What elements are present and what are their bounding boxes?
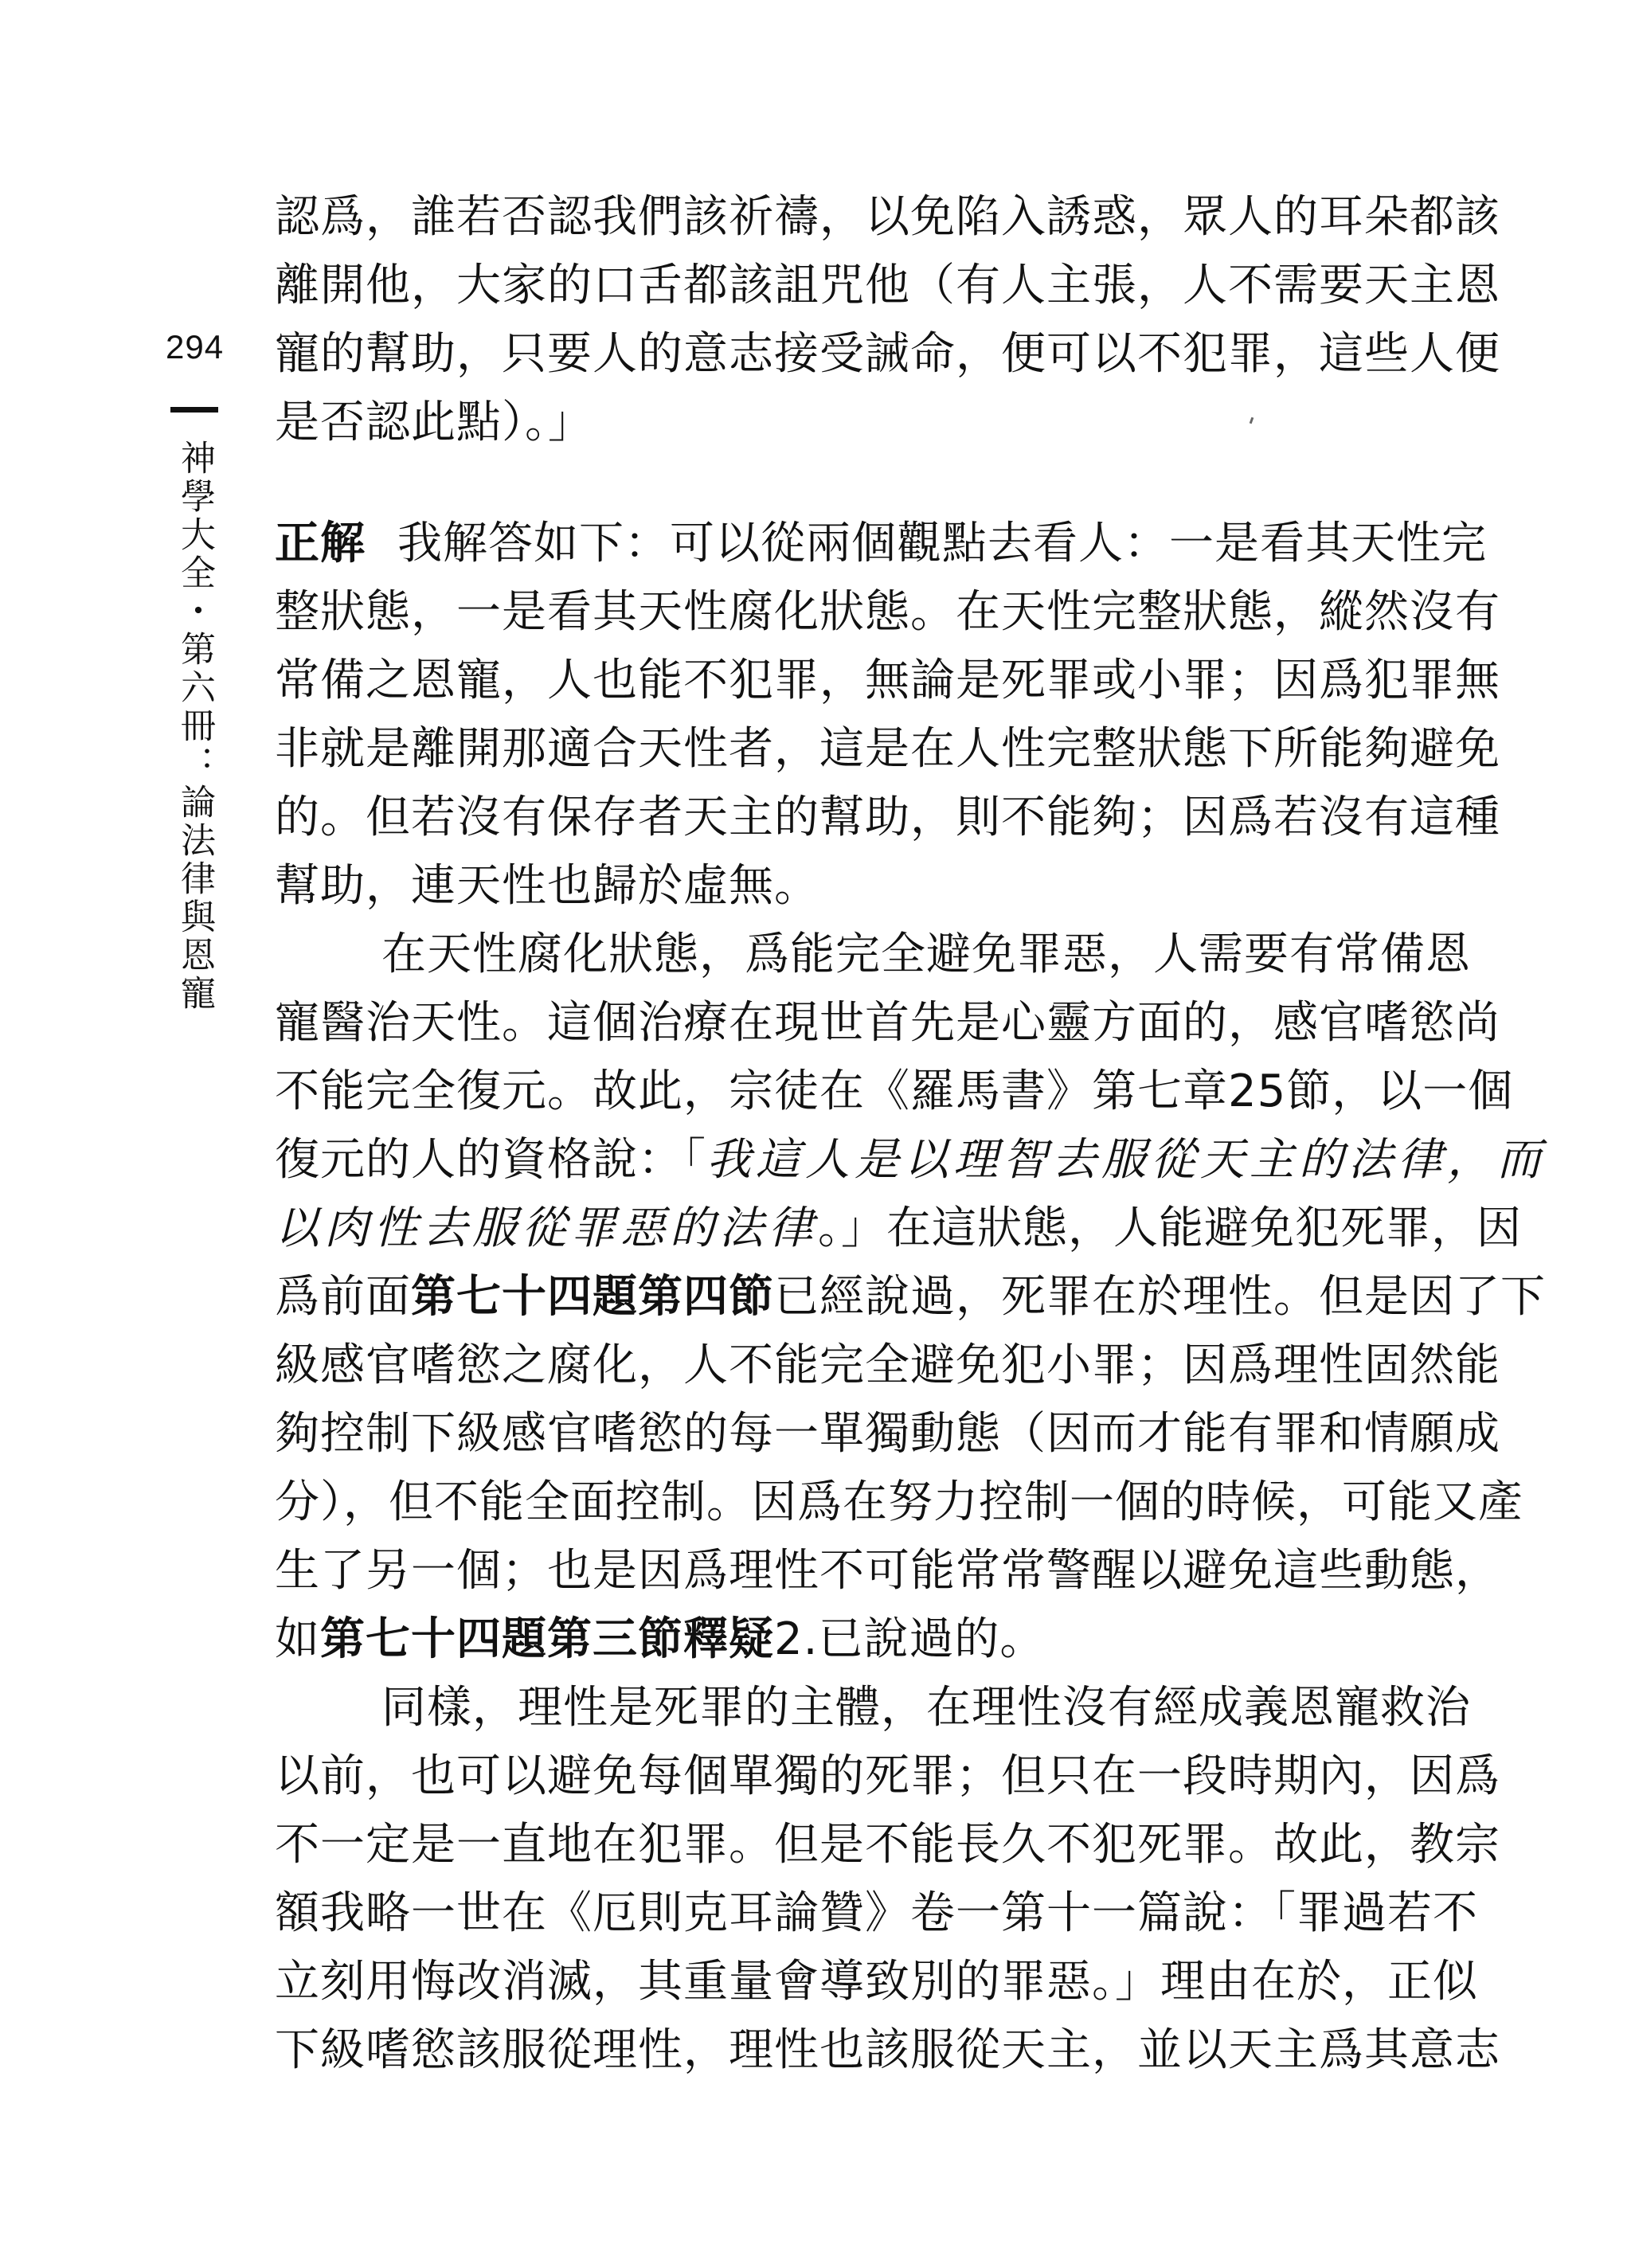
text-line: 分），但不能全面控制。因爲在努力控制一個的時候，可能又產	[275, 1476, 1523, 1528]
scripture-quote: 我這人是以理智去服從天主的法律，而	[706, 1134, 1546, 1186]
text-line: 整狀態，一是看其天性腐化狀態。在天性完整狀態，縱然沒有	[275, 586, 1500, 638]
text-line	[275, 510, 1487, 578]
text-line: 不一定是一直地在犯罪。但是不能長久不犯死罪。故此，教宗	[275, 1819, 1500, 1871]
text-span: 爲前面	[275, 1271, 411, 1323]
scripture-quote: 以肉性去服從罪惡的法律	[275, 1202, 818, 1254]
text-line: 級感官嗜慾之腐化，人不能完全避免犯小罪；因爲理性固然能	[275, 1339, 1500, 1391]
margin-rule	[170, 407, 218, 413]
paragraph-4	[275, 1674, 1500, 2085]
text-span: 如	[275, 1613, 320, 1665]
text-line: 常備之恩寵，人也能不犯罪，無論是死罪或小罪；因爲犯罪無	[275, 655, 1500, 706]
page-number: 294	[166, 328, 225, 366]
section-label: 正解	[275, 518, 366, 569]
text-line: 在天性腐化狀態，爲能完全避免罪惡，人需要有常備恩	[381, 929, 1471, 980]
text-line: 寵醫治天性。這個治療在現世首先是心靈方面的，感官嗜慾尚	[275, 997, 1500, 1049]
text-line: 同樣，理性是死罪的主體，在理性沒有經成義恩寵救治	[381, 1682, 1471, 1734]
text-line: 幫助，連天性也歸於虛無。	[275, 860, 819, 912]
text-line: 離開他，大家的口舌都該詛咒他（有人主張，人不需要天主恩	[275, 260, 1500, 311]
cross-reference: 第七十四題第四節	[411, 1271, 774, 1323]
text-span: 復元的人的資格說：「	[275, 1134, 706, 1186]
text-line: 認爲，誰若否認我們該祈禱，以免陷入誘惑，眾人的耳朵都該	[275, 191, 1500, 243]
text-line: 不能完全復元。故此，宗徒在《羅馬書》第七章25節，以一個	[275, 1066, 1514, 1117]
text-line	[275, 1263, 1546, 1331]
text-line: 額我略一世在《厄則克耳論贊》卷一第十一篇說：「罪過若不	[275, 1887, 1478, 1939]
text-line	[275, 1195, 1522, 1263]
text-line: 是否認此點）。」	[275, 397, 593, 448]
text-span: 2.已說過的。	[774, 1613, 1046, 1665]
running-title: 神學大全・第六冊：論法律與恩寵	[174, 440, 215, 1013]
text-line: 生了另一個；也是因爲理性不可能常常警醒以避免這些動態，	[275, 1545, 1500, 1597]
text-line	[275, 1605, 1437, 1674]
text-line: 非就是離開那適合天性者，這是在人性完整狀態下所能夠避免	[275, 723, 1500, 775]
text-line: 寵的幫助，只要人的意志接受誡命，便可以不犯罪，這些人便	[275, 328, 1500, 380]
cross-reference: 第七十四題第三節釋疑	[320, 1613, 774, 1665]
body-text	[275, 183, 1546, 2085]
text-line: 的。但若沒有保存者天主的幫助，則不能夠；因爲若沒有這種	[275, 792, 1500, 843]
text-line: 夠控制下級感官嗜慾的每一單獨動態（因而才能有罪和情願成	[275, 1408, 1500, 1460]
text-line: 以前，也可以避免每個單獨的死罪；但只在一段時期內，因爲	[275, 1750, 1500, 1802]
text-line: 立刻用悔改消滅，其重量會導致別的罪惡。」理由在於，正似	[275, 1956, 1478, 2008]
paragraph-gap	[275, 457, 1437, 510]
text-span: 。」在這狀態，人能避免犯死罪，因	[818, 1202, 1522, 1254]
text-line: 下級嗜慾該服從理性，理性也該服從天主，並以天主爲其意志	[275, 2024, 1500, 2076]
text-span: 已經說過，死罪在於理性。但是因了下	[774, 1271, 1546, 1323]
paragraph-2	[275, 510, 1500, 921]
paragraph-1	[275, 183, 1500, 457]
text-span: 我解答如下：可以從兩個觀點去看人：一是看其天性完	[397, 518, 1487, 569]
paragraph-3	[275, 921, 1546, 1674]
text-line	[275, 1126, 1546, 1195]
